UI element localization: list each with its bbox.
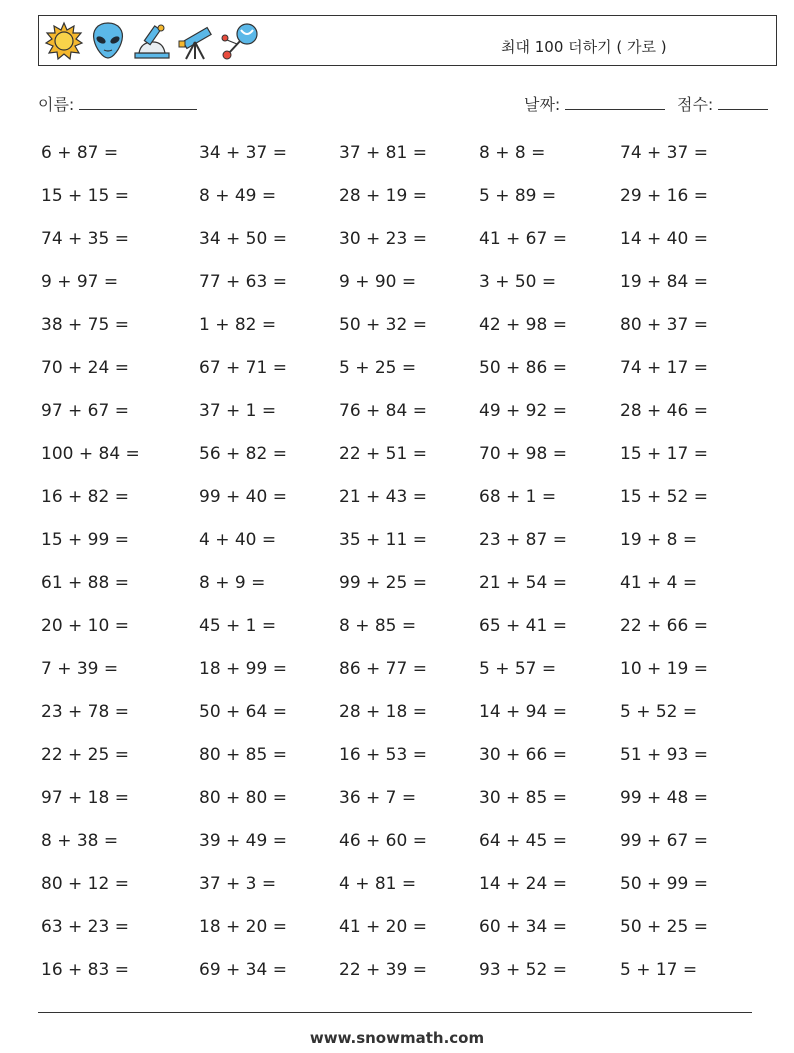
problem-item: 41 + 67 = [479,229,567,249]
problem-item: 8 + 38 = [41,831,119,851]
name-field [38,92,197,115]
problem-item: 99 + 40 = [199,487,287,507]
problem-item: 15 + 17 = [620,444,708,464]
problem-item: 70 + 24 = [41,358,129,378]
problem-item: 35 + 11 = [339,530,427,550]
problem-item: 5 + 57 = [479,659,557,679]
problem-item: 50 + 25 = [620,917,708,937]
problem-item: 16 + 53 = [339,745,427,765]
problem-item: 69 + 34 = [199,960,287,980]
problem-item: 36 + 7 = [339,788,417,808]
problem-item: 99 + 48 = [620,788,708,808]
problem-item: 51 + 93 = [620,745,708,765]
problem-item: 76 + 84 = [339,401,427,421]
problem-item: 37 + 81 = [339,143,427,163]
problem-item: 21 + 54 = [479,573,567,593]
problem-item: 34 + 37 = [199,143,287,163]
problem-item: 19 + 84 = [620,272,708,292]
problem-item: 70 + 98 = [479,444,567,464]
alien-icon [87,20,129,62]
problem-item: 22 + 66 = [620,616,708,636]
name-blank-line [79,95,197,110]
footer-url: www.snowmath.com [309,1029,485,1047]
problem-item: 18 + 99 = [199,659,287,679]
problem-item: 68 + 1 = [479,487,557,507]
page-title: 최대 100 더하기 ( 가로 ) [501,38,667,56]
problem-item: 6 + 87 = [41,143,119,163]
problem-item: 99 + 67 = [620,831,708,851]
problem-item: 5 + 25 = [339,358,417,378]
problem-item: 23 + 78 = [41,702,129,722]
sun-icon [43,20,85,62]
score-label: 점수: [677,95,714,114]
header-icons [43,20,261,62]
problem-item: 100 + 84 = [41,444,140,464]
problem-item: 50 + 32 = [339,315,427,335]
footer-divider [38,1012,752,1013]
problem-item: 8 + 85 = [339,616,417,636]
problem-item: 60 + 34 = [479,917,567,937]
problem-item: 8 + 8 = [479,143,546,163]
problem-item: 28 + 46 = [620,401,708,421]
problem-item: 37 + 3 = [199,874,277,894]
problem-item: 5 + 89 = [479,186,557,206]
problem-item: 64 + 45 = [479,831,567,851]
worksheet-header [38,15,777,66]
problem-item: 29 + 16 = [620,186,708,206]
problem-item: 7 + 39 = [41,659,119,679]
problem-item: 19 + 8 = [620,530,698,550]
problem-item: 8 + 49 = [199,186,277,206]
problem-item: 41 + 4 = [620,573,698,593]
problem-item: 50 + 99 = [620,874,708,894]
problem-item: 49 + 92 = [479,401,567,421]
date-blank-line [565,95,665,110]
problem-item: 3 + 50 = [479,272,557,292]
problem-item: 4 + 81 = [339,874,417,894]
problem-item: 15 + 15 = [41,186,129,206]
problem-item: 5 + 17 = [620,960,698,980]
problem-item: 20 + 10 = [41,616,129,636]
problem-item: 15 + 52 = [620,487,708,507]
problem-item: 22 + 51 = [339,444,427,464]
telescope-icon [175,20,217,62]
problem-item: 42 + 98 = [479,315,567,335]
problem-item: 14 + 40 = [620,229,708,249]
problem-item: 14 + 24 = [479,874,567,894]
problem-item: 97 + 67 = [41,401,129,421]
problem-item: 18 + 20 = [199,917,287,937]
problem-item: 80 + 85 = [199,745,287,765]
problem-item: 97 + 18 = [41,788,129,808]
problem-item: 16 + 83 = [41,960,129,980]
problem-item: 80 + 37 = [620,315,708,335]
problem-item: 38 + 75 = [41,315,129,335]
date-label: 날짜: [524,95,561,114]
score-field [677,92,768,115]
problem-item: 15 + 99 = [41,530,129,550]
name-label: 이름: [38,95,75,114]
problem-item: 74 + 17 = [620,358,708,378]
problem-item: 1 + 82 = [199,315,277,335]
problem-item: 63 + 23 = [41,917,129,937]
problem-item: 21 + 43 = [339,487,427,507]
molecule-rattle-icon [219,20,261,62]
problem-item: 30 + 23 = [339,229,427,249]
problem-item: 10 + 19 = [620,659,708,679]
problem-item: 50 + 64 = [199,702,287,722]
problem-item: 37 + 1 = [199,401,277,421]
problem-item: 16 + 82 = [41,487,129,507]
problem-item: 46 + 60 = [339,831,427,851]
problem-item: 14 + 94 = [479,702,567,722]
problem-item: 41 + 20 = [339,917,427,937]
microscope-icon [131,20,173,62]
problem-item: 80 + 80 = [199,788,287,808]
problem-item: 5 + 52 = [620,702,698,722]
problem-item: 22 + 39 = [339,960,427,980]
problem-item: 67 + 71 = [199,358,287,378]
problem-item: 86 + 77 = [339,659,427,679]
problem-item: 50 + 86 = [479,358,567,378]
problem-item: 99 + 25 = [339,573,427,593]
date-field [524,92,665,115]
problem-item: 77 + 63 = [199,272,287,292]
problem-item: 65 + 41 = [479,616,567,636]
problem-item: 9 + 97 = [41,272,119,292]
problem-item: 4 + 40 = [199,530,277,550]
problem-item: 30 + 66 = [479,745,567,765]
problem-item: 34 + 50 = [199,229,287,249]
problem-item: 56 + 82 = [199,444,287,464]
problem-item: 9 + 90 = [339,272,417,292]
problem-item: 39 + 49 = [199,831,287,851]
problem-item: 23 + 87 = [479,530,567,550]
score-blank-line [718,95,768,110]
problem-item: 30 + 85 = [479,788,567,808]
problem-item: 28 + 19 = [339,186,427,206]
problem-item: 74 + 37 = [620,143,708,163]
problem-item: 61 + 88 = [41,573,129,593]
problem-item: 22 + 25 = [41,745,129,765]
problem-item: 45 + 1 = [199,616,277,636]
problem-item: 80 + 12 = [41,874,129,894]
problem-item: 28 + 18 = [339,702,427,722]
problem-item: 93 + 52 = [479,960,567,980]
problem-item: 8 + 9 = [199,573,266,593]
problem-item: 74 + 35 = [41,229,129,249]
